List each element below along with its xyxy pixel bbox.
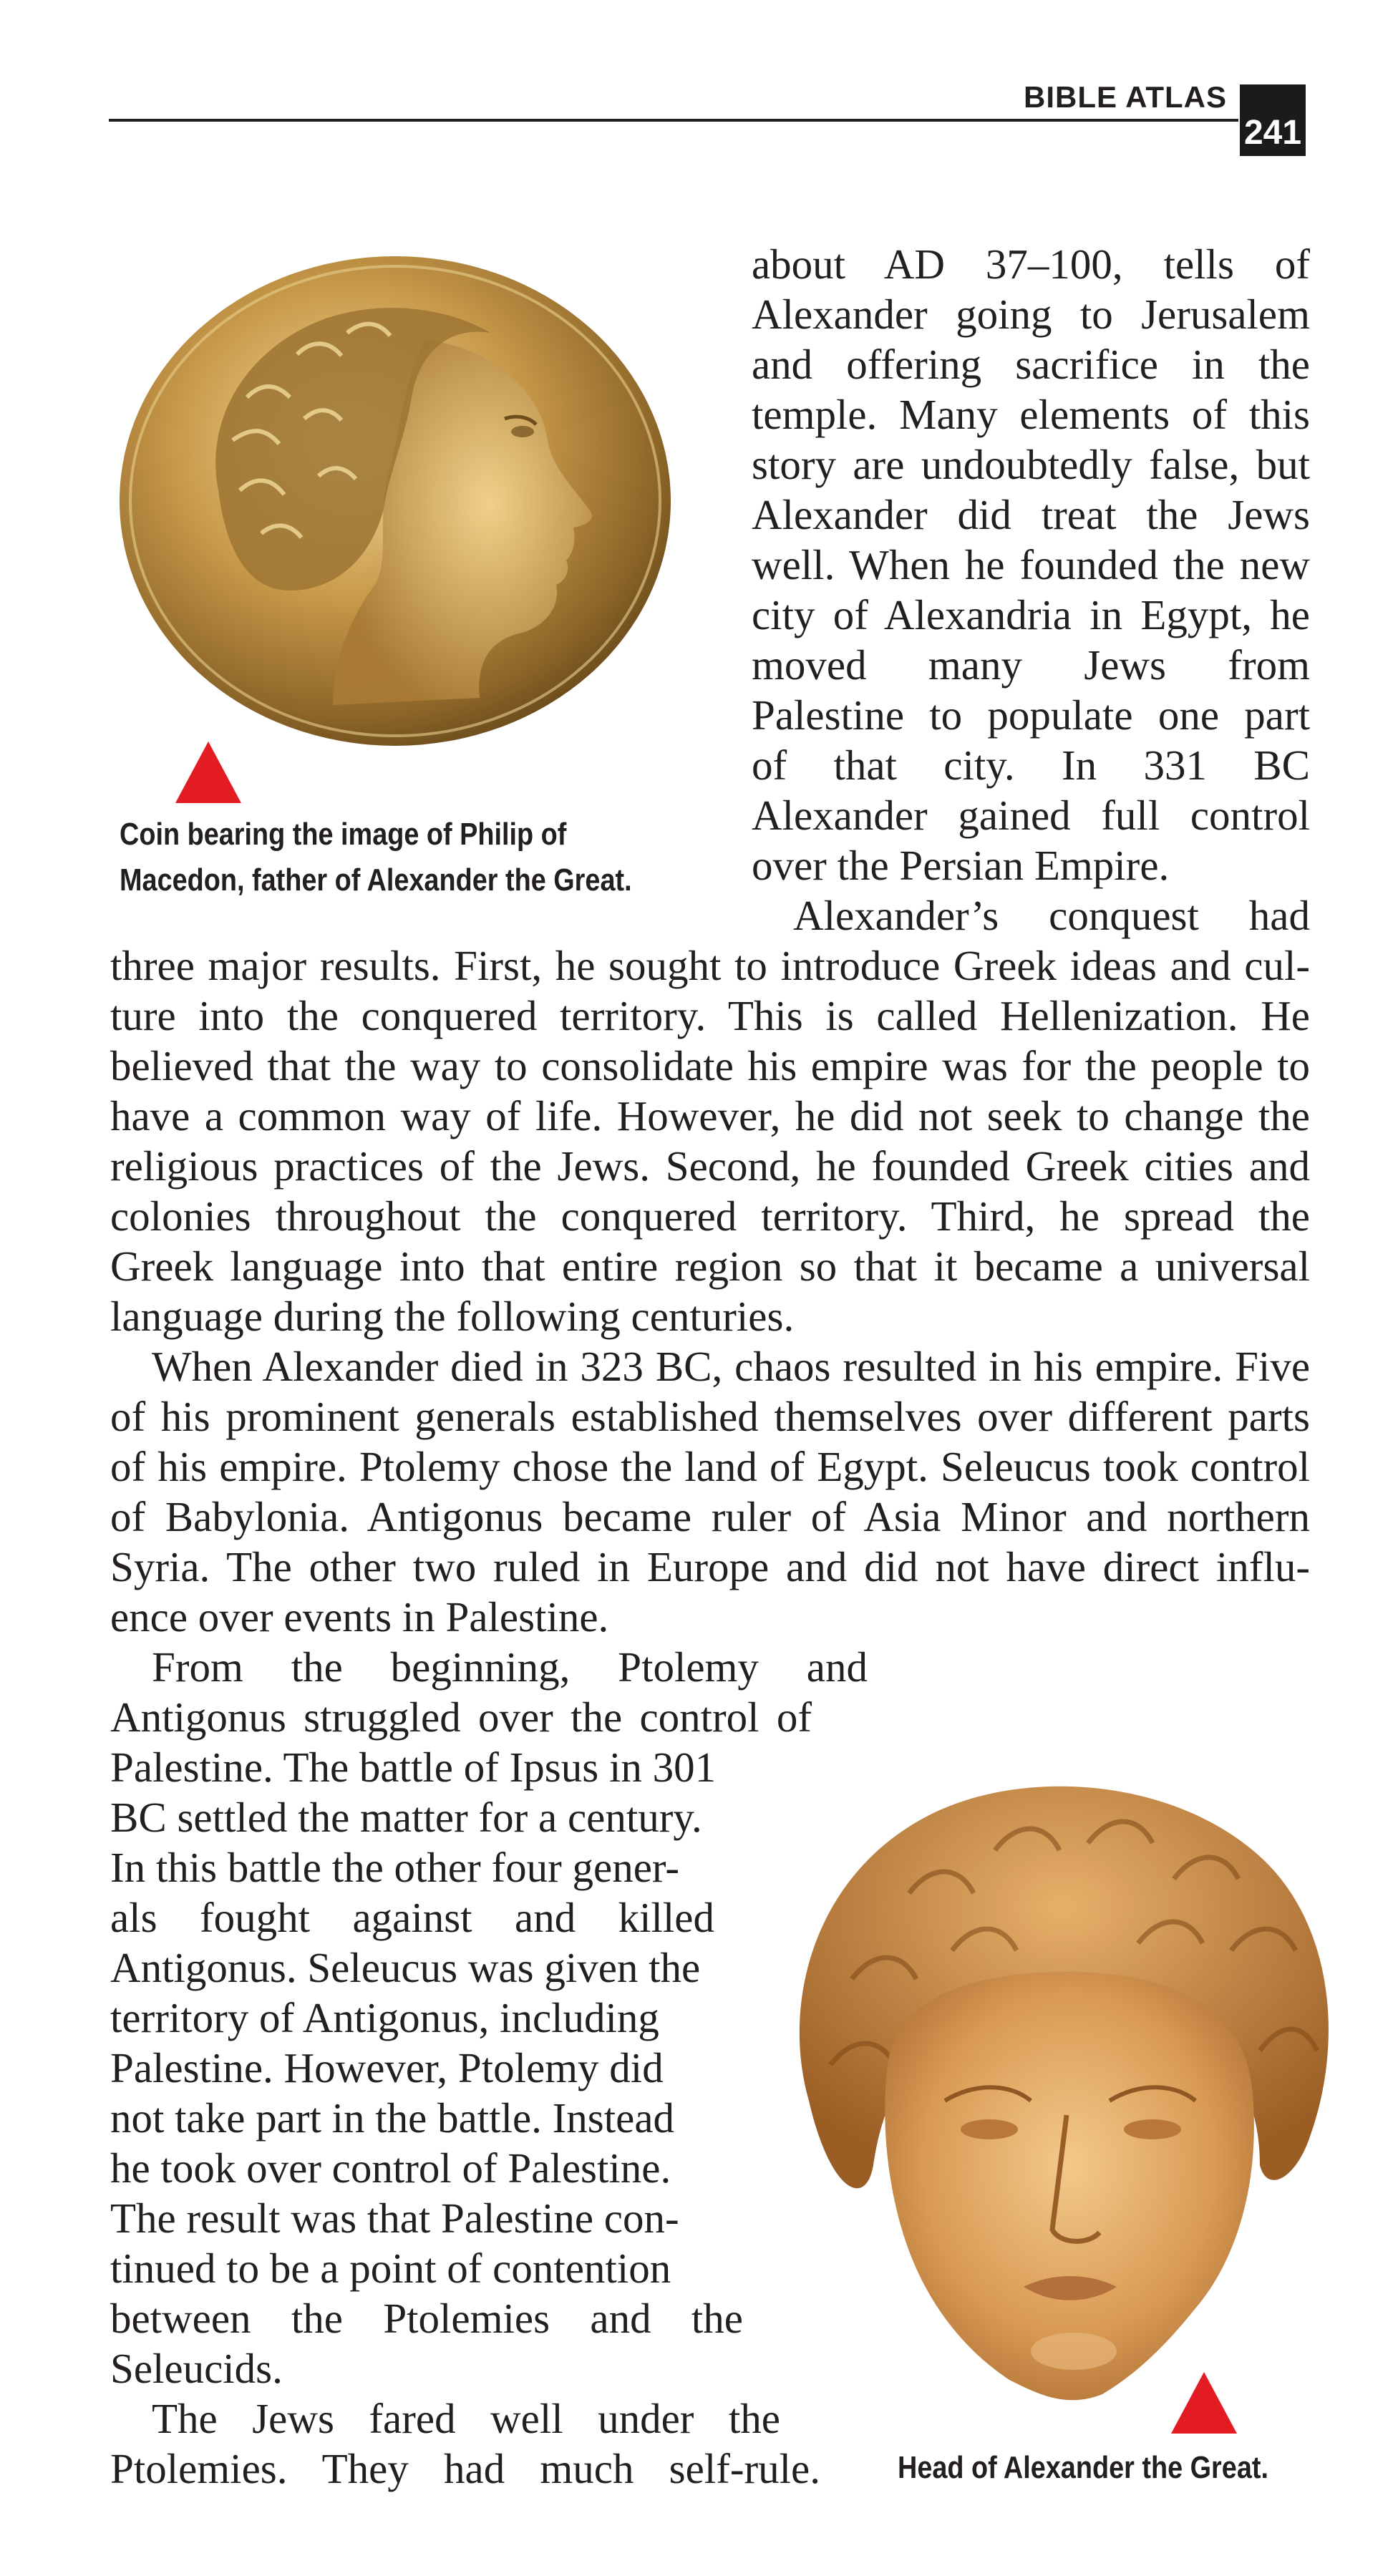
head-caption-line: Head of Alexander the Great. [898,2450,1269,2485]
text-line: tinued to be a point of contention [110,2245,671,2292]
text-line: colonies throughout the conquered territory. Third, he spread the [110,1192,1310,1240]
text-line: Alexander’s conquest had [793,892,1310,939]
text-line: about AD 37–100, tells of [752,240,1310,288]
text-line: he took over control of Palestine. [110,2144,671,2192]
text-line: Antigonus struggled over the control of [110,1693,812,1741]
text-line: Alexander did treat the Jews [752,491,1310,538]
text-line: religious practices of the Jews. Second, he founded Greek cities and [110,1142,1310,1190]
header-rule [109,119,1238,122]
head-caption [898,2445,1268,2491]
coin-caption-line: Coin bearing the image of Philip of [120,817,567,852]
text-line: city of Alexandria in Egypt, he [752,591,1310,638]
text-line: Palestine to populate one part [752,691,1310,739]
page-number-badge [1240,84,1306,156]
text-line: The result was that Palestine con- [110,2195,679,2242]
text-line: Alexander going to Jerusalem [752,291,1310,338]
text-line: Greek language into that entire region so that it became a universal [110,1243,1310,1290]
text-line: When Alexander died in 323 BC, chaos resulted in his empire. Five [152,1343,1310,1390]
text-line: of his prominent generals established themselves over different parts [110,1393,1310,1440]
text-line: Alexander gained full control [752,792,1310,839]
text-line: believed that the way to consolidate his empire was for the people to [110,1042,1310,1089]
coin-caption [120,812,632,903]
text-line: Ptolemies. They had much self-rule. [110,2445,820,2492]
text-line: have a common way of life. However, he did not seek to change the [110,1092,1310,1139]
text-line: three major results. First, he sought to introduce Greek ideas and cul- [110,942,1310,989]
text-line: temple. Many elements of this [752,391,1310,438]
coin-caption-marker [175,742,241,803]
text-line: of his empire. Ptolemy chose the land of Egypt. Seleucus took control [110,1443,1310,1490]
coin-caption-line: Macedon, father of Alexander the Great. [120,862,632,898]
text-line: over the Persian Empire. [752,842,1170,889]
philip-coin-image [118,254,673,748]
text-line: BC settled the matter for a century. [110,1794,702,1841]
text-line: ence over events in Palestine. [110,1593,609,1641]
text-line: of Babylonia. Antigonus became ruler of Asia Minor and northern [110,1493,1310,1540]
text-line: language during the following centuries. [110,1293,795,1340]
text-line: and offering sacrifice in the [752,341,1310,388]
text-line: als fought against and killed [110,1894,714,1941]
text-line: not take part in the battle. Instead [110,2094,675,2142]
text-line: well. When he founded the new [752,541,1310,588]
head-caption-marker [1171,2372,1237,2434]
text-line: From the beginning, Ptolemy and [152,1643,868,1691]
alexander-head-image [766,1764,1353,2437]
text-line: Seleucids. [110,2345,283,2392]
text-line: between the Ptolemies and the [110,2295,743,2342]
text-line: Antigonus. Seleucus was given the [110,1944,701,1991]
text-line: The Jews fared well under the [152,2395,780,2442]
text-line: moved many Jews from [752,641,1310,689]
text-line: story are undoubtedly false, but [752,441,1310,488]
text-line: Palestine. The battle of Ipsus in 301 [110,1744,717,1791]
text-line: Palestine. However, Ptolemy did [110,2044,664,2091]
text-line: ture into the conquered territory. This is called Hellenization. He [110,992,1310,1039]
text-line: In this battle the other four gener- [110,1844,680,1891]
text-line: territory of Antigonus, including [110,1994,659,2041]
text-line: of that city. In 331 BC [752,742,1310,789]
page-number: 241 [1243,114,1302,152]
running-title: BIBLE ATLAS [1024,80,1227,114]
text-line: Syria. The other two ruled in Europe and did not have direct influ- [110,1543,1310,1590]
